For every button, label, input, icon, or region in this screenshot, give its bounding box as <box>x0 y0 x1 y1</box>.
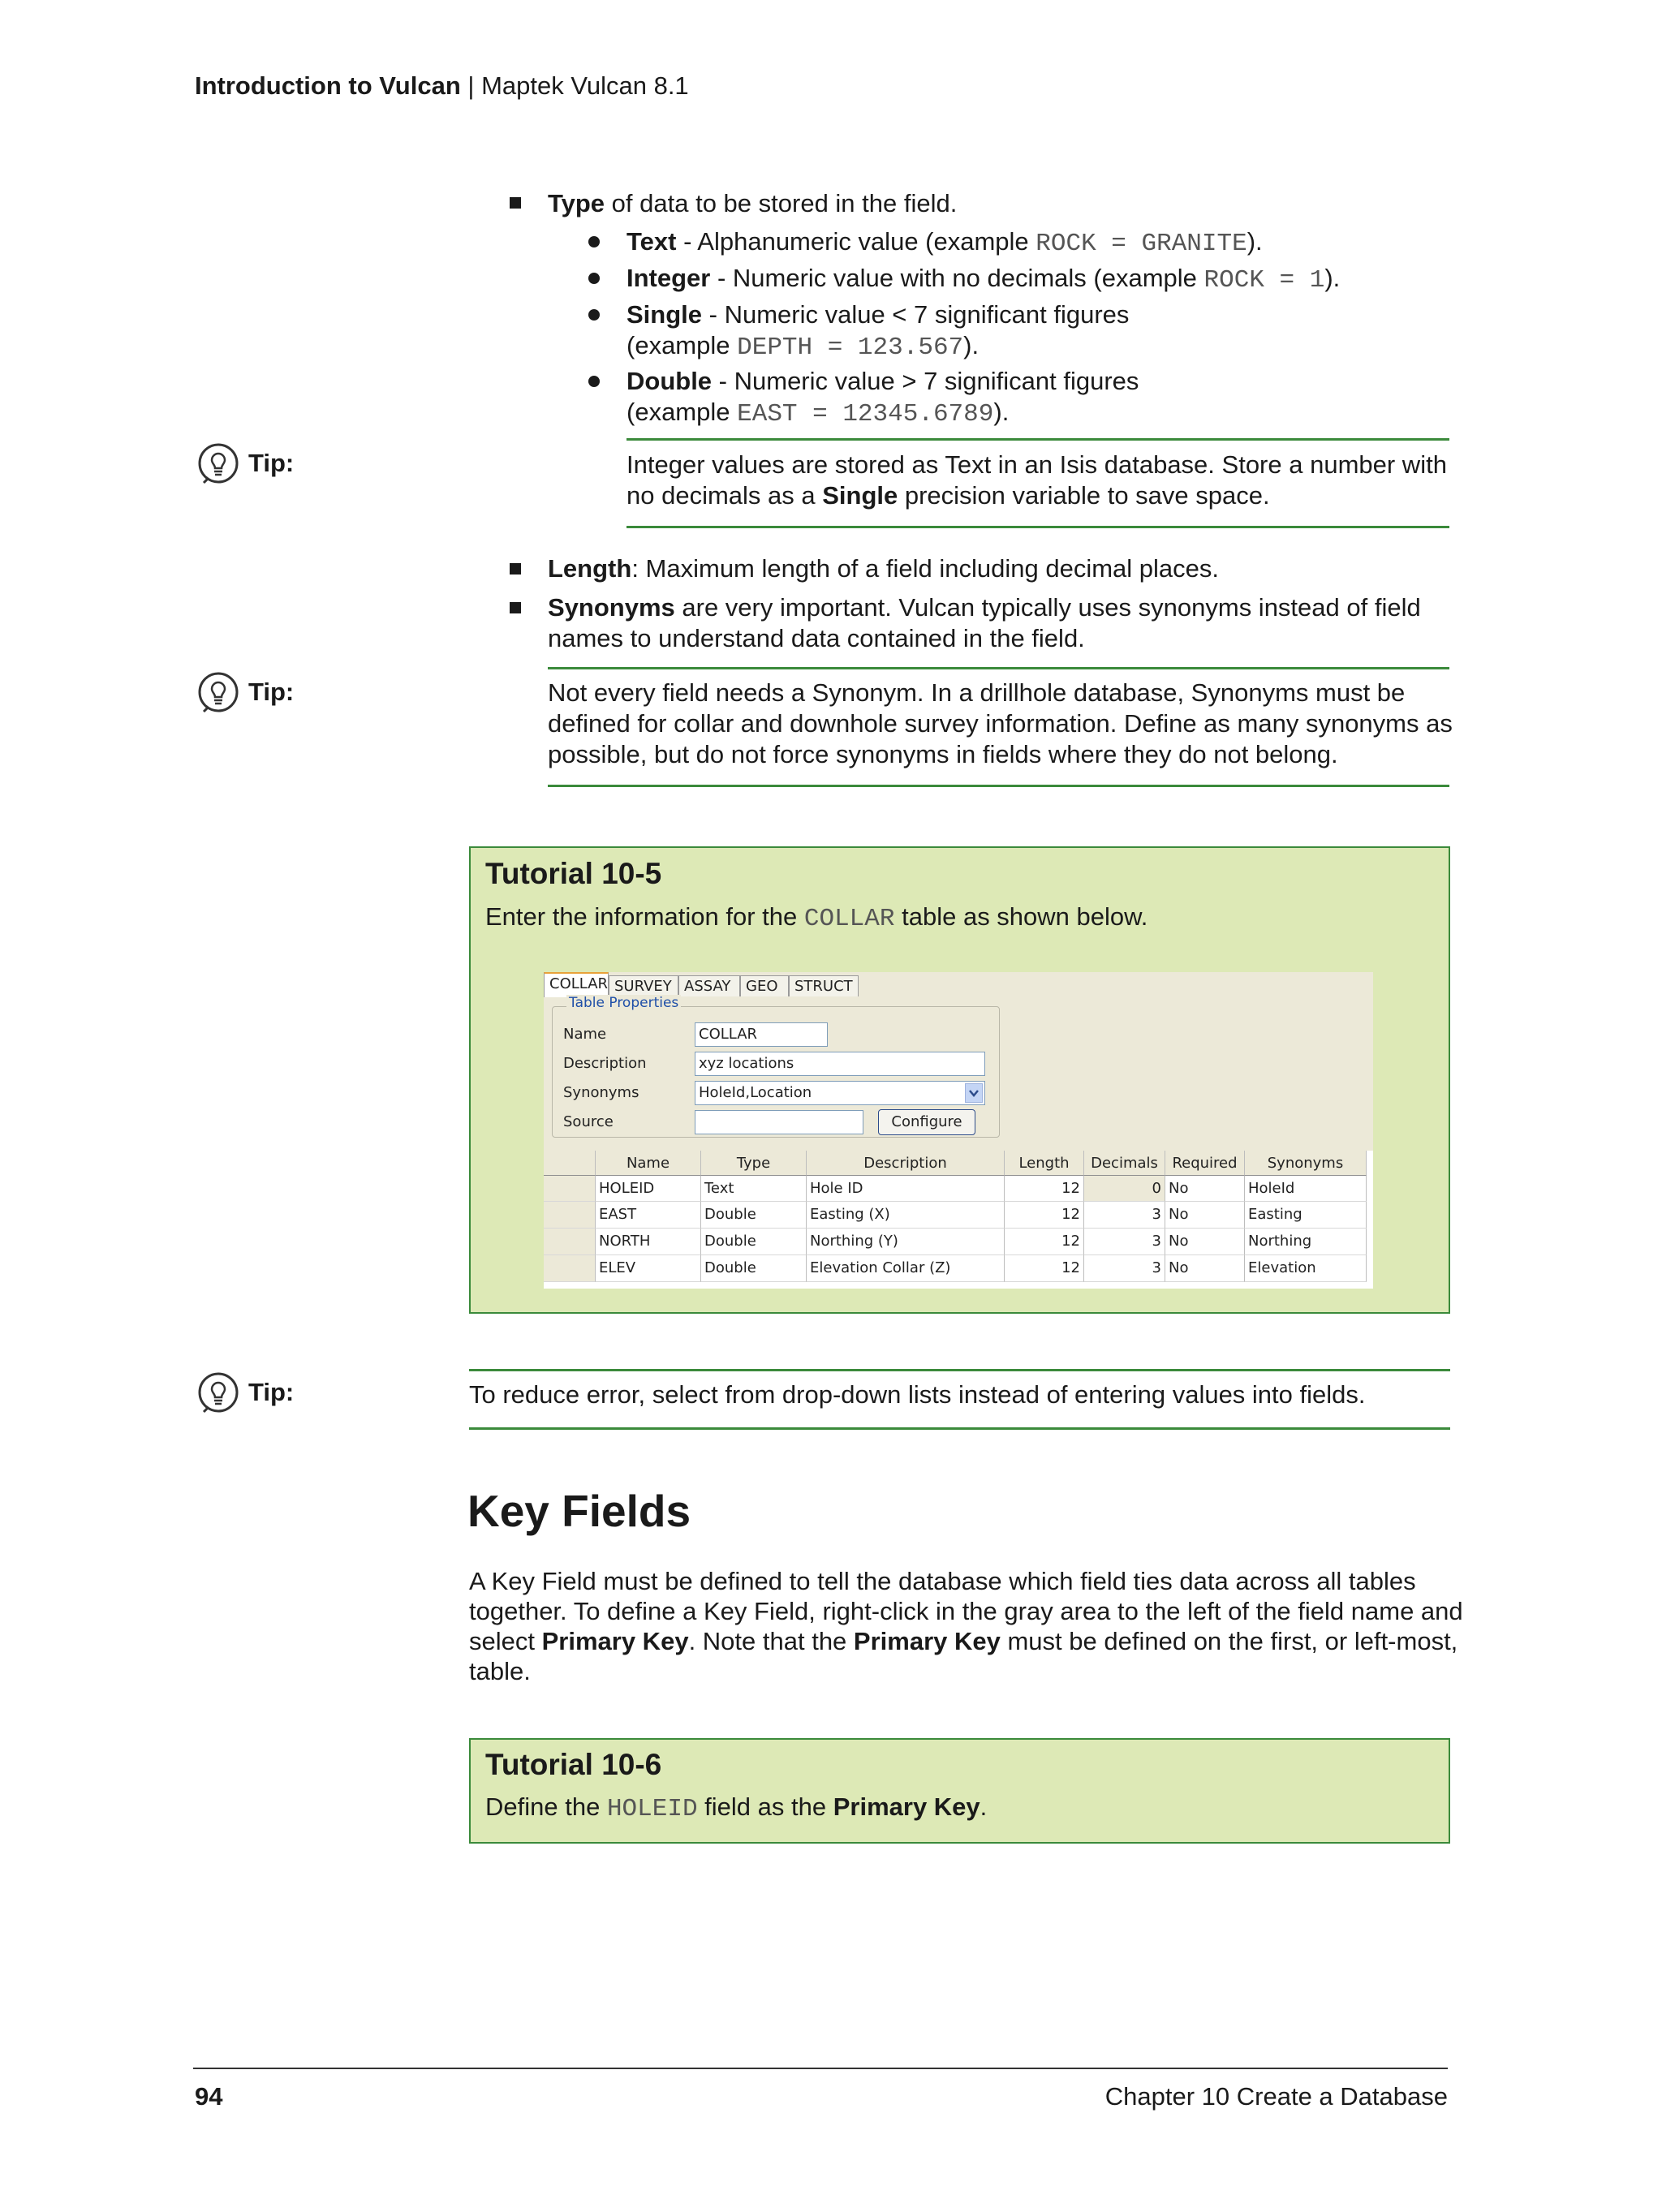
header-subtitle: Maptek Vulcan 8.1 <box>481 71 689 100</box>
lightbulb-icon <box>197 671 239 713</box>
tutorial-text: Enter the information for the COLLAR table as shown below. <box>485 902 1148 933</box>
tip-rule-bottom <box>548 785 1449 787</box>
lightbulb-icon <box>197 1371 239 1414</box>
tab-assay[interactable]: ASSAY <box>678 975 740 996</box>
cell-description[interactable]: Hole ID <box>807 1176 1005 1202</box>
cell-decimals[interactable]: 3 <box>1084 1229 1165 1255</box>
tip3-text: To reduce error, select from drop-down lists instead of entering values into fields. <box>469 1380 1366 1409</box>
length-text: Length: Maximum length of a field including decimal places. <box>548 554 1219 583</box>
column-header[interactable]: Length <box>1005 1151 1084 1176</box>
cell-name[interactable]: ELEV <box>596 1255 701 1282</box>
cell-synonyms[interactable]: Northing <box>1245 1229 1367 1255</box>
cell-length[interactable]: 12 <box>1005 1255 1084 1282</box>
cell-decimals[interactable]: 3 <box>1084 1202 1165 1229</box>
row-selector[interactable] <box>544 1229 596 1255</box>
fields-grid <box>544 1151 1373 1289</box>
cell-required[interactable]: No <box>1165 1255 1245 1282</box>
cell-name[interactable]: EAST <box>596 1202 701 1229</box>
cell-name[interactable]: NORTH <box>596 1229 701 1255</box>
tip-label: Tip: <box>248 1378 295 1406</box>
tip-rule-bottom <box>469 1427 1450 1430</box>
name-field[interactable]: COLLAR <box>695 1022 828 1047</box>
tutorial-title: Tutorial 10-5 <box>485 857 662 890</box>
description-label: Description <box>563 1055 647 1072</box>
row-selector[interactable] <box>544 1202 596 1229</box>
column-header[interactable]: Description <box>807 1151 1005 1176</box>
description-field[interactable]: xyz locations <box>695 1052 985 1076</box>
synonyms-label: Synonyms <box>563 1084 639 1101</box>
cell-synonyms[interactable]: Easting <box>1245 1202 1367 1229</box>
type-item-integer: Integer - Numeric value with no decimals (example ROCK = 1). <box>626 264 1341 295</box>
cell-required[interactable]: No <box>1165 1176 1245 1202</box>
row-selector[interactable] <box>544 1255 596 1282</box>
grid-corner <box>544 1151 596 1176</box>
tip1-text: Integer values are stored as Text in an Isis database. Store a number with no decimals as a Single precision variable to save space. <box>626 450 1447 510</box>
source-field[interactable] <box>695 1110 863 1134</box>
header-title: Introduction to Vulcan <box>195 71 461 100</box>
bullet-dot <box>588 273 600 284</box>
tip-rule-top <box>469 1369 1450 1371</box>
cell-decimals[interactable]: 3 <box>1084 1255 1165 1282</box>
tip-rule-top <box>548 667 1449 669</box>
cell-synonyms[interactable]: HoleId <box>1245 1176 1367 1202</box>
group-title: Table Properties <box>566 995 681 1011</box>
tab-struct[interactable]: STRUCT <box>789 975 859 996</box>
footer-rule <box>193 2068 1448 2069</box>
bullet-dot <box>588 236 600 247</box>
cell-type[interactable]: Text <box>701 1176 807 1202</box>
key-fields-paragraph: A Key Field must be defined to tell the database which field ties data across all tables together. To define a Key Field, right-click in the gray area to the left of the field name and select Primary Key. Note that the Primary Key must be defined on the first, or left-most, table. <box>469 1567 1463 1685</box>
type-item-single: Single - Numeric value < 7 significant figures (example DEPTH = 123.567). <box>626 300 1130 362</box>
cell-name[interactable]: HOLEID <box>596 1176 701 1202</box>
tab-collar[interactable]: COLLAR <box>544 972 609 997</box>
cell-length[interactable]: 12 <box>1005 1202 1084 1229</box>
cell-type[interactable]: Double <box>701 1229 807 1255</box>
tutorial-text: Define the HOLEID field as the Primary Key. <box>485 1792 988 1823</box>
name-label: Name <box>563 1026 607 1043</box>
cell-decimals[interactable]: 0 <box>1084 1176 1165 1202</box>
tip-label: Tip: <box>248 678 295 706</box>
type-item-text: Text - Alphanumeric value (example ROCK = GRANITE). <box>626 227 1263 258</box>
type-item-double: Double - Numeric value > 7 significant figures (example EAST = 12345.6789). <box>626 367 1139 428</box>
cell-type[interactable]: Double <box>701 1202 807 1229</box>
bullet-square <box>510 563 521 575</box>
chapter-title: Chapter 10 Create a Database <box>1104 2082 1448 2111</box>
type-lead: Type of data to be stored in the field. <box>548 189 958 217</box>
cell-description[interactable]: Elevation Collar (Z) <box>807 1255 1005 1282</box>
synonyms-text: Synonyms are very important. Vulcan typically uses synonyms instead of field names to understand data contained in the field. <box>548 593 1421 652</box>
lightbulb-icon <box>197 442 239 484</box>
tip2-text: Not every field needs a Synonym. In a drillhole database, Synonyms must be defined for collar and downhole survey information. Define as many synonyms as possible, but do not force synonyms in fields where they do not belong. <box>548 678 1453 768</box>
cell-length[interactable]: 12 <box>1005 1229 1084 1255</box>
tab-survey[interactable]: SURVEY <box>609 975 678 996</box>
synonyms-value: HoleId,Location <box>699 1084 812 1101</box>
table-editor-screenshot <box>544 972 1373 1289</box>
cell-type[interactable]: Double <box>701 1255 807 1282</box>
column-header[interactable]: Type <box>701 1151 807 1176</box>
cell-description[interactable]: Easting (X) <box>807 1202 1005 1229</box>
cell-description[interactable]: Northing (Y) <box>807 1229 1005 1255</box>
source-label: Source <box>563 1113 614 1130</box>
cell-synonyms[interactable]: Elevation <box>1245 1255 1367 1282</box>
page-number: 94 <box>195 2082 223 2111</box>
cell-length[interactable]: 12 <box>1005 1176 1084 1202</box>
page-header <box>195 71 689 101</box>
configure-button[interactable]: Configure <box>878 1109 975 1135</box>
column-header[interactable]: Decimals <box>1084 1151 1165 1176</box>
column-header[interactable]: Synonyms <box>1245 1151 1367 1176</box>
tip-rule-top <box>626 438 1449 441</box>
section-heading: Key Fields <box>467 1486 691 1536</box>
bullet-square <box>510 602 521 613</box>
bullet-dot <box>588 376 600 387</box>
tip-label: Tip: <box>248 449 295 477</box>
column-header[interactable]: Required <box>1165 1151 1245 1176</box>
tab-geo[interactable]: GEO <box>740 975 789 996</box>
bullet-dot <box>588 309 600 321</box>
cell-required[interactable]: No <box>1165 1229 1245 1255</box>
row-selector[interactable] <box>544 1176 596 1202</box>
tip-rule-bottom <box>626 526 1449 528</box>
bullet-square <box>510 197 521 209</box>
tutorial-title: Tutorial 10-6 <box>485 1748 662 1781</box>
column-header[interactable]: Name <box>596 1151 701 1176</box>
synonyms-dropdown[interactable] <box>695 1081 985 1105</box>
header-separator: | <box>460 71 482 100</box>
cell-required[interactable]: No <box>1165 1202 1245 1229</box>
chevron-down-icon[interactable] <box>965 1083 983 1103</box>
